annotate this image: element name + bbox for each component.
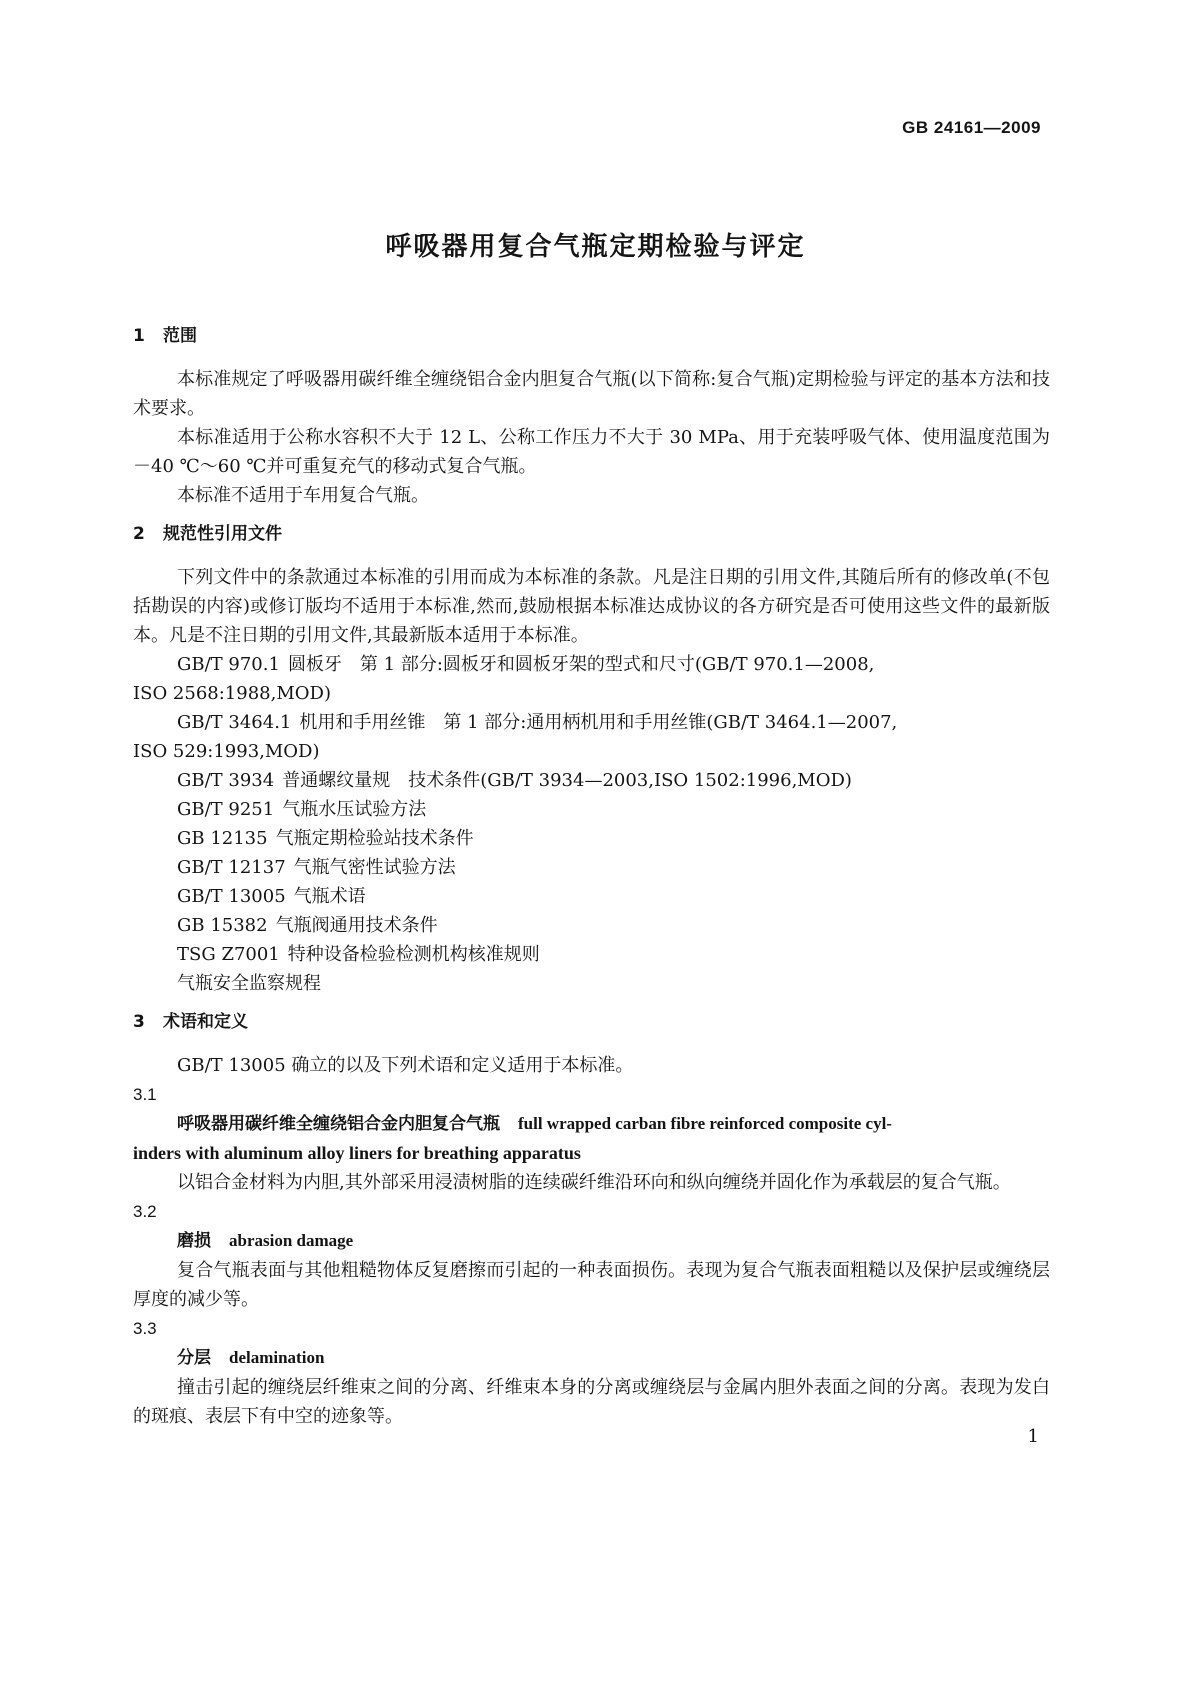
paragraph: 本标准适用于公称水容积不大于 12 L、公称工作压力不大于 30 MPa、用于充装呼吸气体、使用温度范围为－40 ℃～60 ℃并可重复充气的移动式复合气瓶。 [133, 427, 1050, 477]
term-number: 3.2 [133, 1202, 157, 1221]
term-definition: 以铝合金材料为内胆,其外部采用浸渍树脂的连续碳纤维沿环向和纵向缠绕并固化作为承载层的复合气瓶。 [177, 1172, 1011, 1193]
reference-title: 圆板牙 第 1 部分:圆板牙和圆板牙架的型式和尺寸(GB/T 970.1—2008, [287, 654, 875, 675]
paragraph: GB/T 13005 确立的以及下列术语和定义适用于本标准。 [177, 1055, 634, 1076]
reference-item [133, 969, 1050, 998]
paragraph: 下列文件中的条款通过本标准的引用而成为本标准的条款。凡是注日期的引用文件,其随后所有的修改单(不包括勘误的内容)或修订版均不适用于本标准,然而,鼓励根据本标准达成协议的各方研究是否可使用这些文件的最新版本。凡是不注日期的引用文件,其最新版本适用于本标准。 [133, 567, 1050, 646]
reference-item [133, 853, 1050, 882]
term-definition: 撞击引起的缠绕层纤维束之间的分离、纤维束本身的分离或缠绕层与金属内胆外表面之间的分离。表现为发白的斑痕、表层下有中空的迹象等。 [133, 1377, 1050, 1427]
reference-code: GB/T 13005 [177, 886, 286, 907]
section-heading-3 [133, 1008, 1050, 1037]
term-cn: 分层 [177, 1348, 211, 1368]
section-number: 2 [133, 524, 145, 544]
section-heading-1 [133, 322, 1050, 351]
reference-item [133, 882, 1050, 911]
term-cn: 呼吸器用碳纤维全缠绕铝合金内胆复合气瓶 [177, 1114, 500, 1134]
reference-title: 特种设备检验检测机构核准规则 [287, 944, 540, 965]
reference-title: 气瓶安全监察规程 [177, 973, 321, 994]
reference-code: GB/T 970.1 [177, 654, 280, 675]
reference-item [133, 708, 1050, 737]
reference-item [133, 766, 1050, 795]
section-title: 范围 [163, 326, 197, 346]
reference-code: GB/T 12137 [177, 857, 286, 878]
term-number: 3.3 [133, 1319, 157, 1338]
reference-code: TSG Z7001 [177, 944, 280, 965]
reference-title: 机用和手用丝锥 第 1 部分:通用柄机用和手用丝锥(GB/T 3464.1—2007, [299, 712, 898, 733]
section-heading-2 [133, 520, 1050, 549]
term-en: abrasion damage [229, 1231, 354, 1250]
term-en: delamination [229, 1348, 325, 1367]
paragraph: 本标准规定了呼吸器用碳纤维全缠绕铝合金内胆复合气瓶(以下简称:复合气瓶)定期检验与评定的基本方法和技术要求。 [133, 369, 1050, 419]
term-number: 3.1 [133, 1085, 157, 1104]
term-heading [133, 1343, 1050, 1373]
term-definition: 复合气瓶表面与其他粗糙物体反复磨擦而引起的一种表面损伤。表现为复合气瓶表面粗糙以及保护层或缠绕层厚度的减少等。 [133, 1260, 1050, 1310]
term-en-continuation: inders with aluminum alloy liners for breathing apparatus [133, 1143, 581, 1163]
term-heading [133, 1226, 1050, 1256]
reference-title: 气瓶术语 [293, 886, 366, 907]
reference-code: GB/T 3464.1 [177, 712, 292, 733]
reference-item [133, 795, 1050, 824]
reference-title: 气瓶定期检验站技术条件 [275, 828, 474, 849]
reference-code: GB 15382 [177, 915, 268, 936]
reference-continuation: ISO 529:1993,MOD) [133, 741, 320, 762]
document-title: 呼吸器用复合气瓶定期检验与评定 [385, 232, 806, 262]
term-cn: 磨损 [177, 1231, 211, 1251]
section-title: 术语和定义 [163, 1012, 248, 1032]
section-number: 1 [133, 326, 145, 346]
standard-number: GB 24161—2009 [902, 118, 1041, 137]
document-body [133, 322, 1050, 1431]
reference-title: 普通螺纹量规 技术条件(GB/T 3934—2003,ISO 1502:1996,MOD) [282, 770, 852, 791]
reference-code: GB 12135 [177, 828, 268, 849]
reference-item [133, 911, 1050, 940]
reference-continuation: ISO 2568:1988,MOD) [133, 683, 331, 704]
reference-item [133, 824, 1050, 853]
section-number: 3 [133, 1012, 145, 1032]
term-heading [133, 1109, 1050, 1139]
paragraph: 本标准不适用于车用复合气瓶。 [177, 485, 429, 506]
reference-title: 气瓶水压试验方法 [282, 799, 427, 820]
reference-title: 气瓶气密性试验方法 [293, 857, 456, 878]
term-en: full wrapped carban fibre reinforced composite cyl- [518, 1114, 892, 1133]
reference-code: GB/T 9251 [177, 799, 275, 820]
section-title: 规范性引用文件 [163, 524, 282, 544]
page-number: 1 [1027, 1426, 1039, 1447]
reference-title: 气瓶阀通用技术条件 [275, 915, 438, 936]
reference-item [133, 940, 1050, 969]
reference-item [133, 650, 1050, 679]
reference-code: GB/T 3934 [177, 770, 275, 791]
